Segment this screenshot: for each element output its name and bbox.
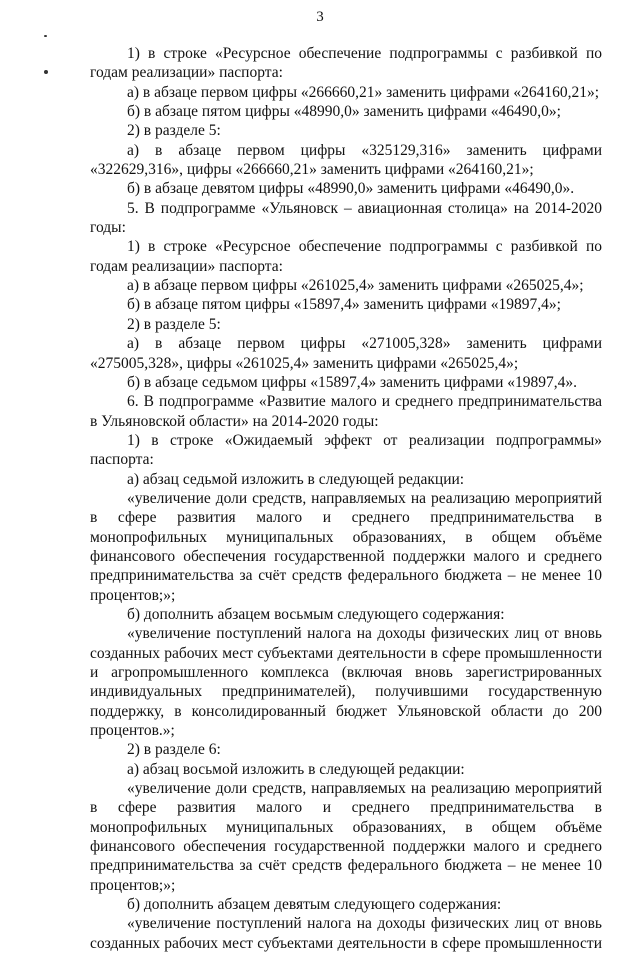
paragraph: а) в абзаце первом цифры «325129,316» заменить цифрами «322629,316», цифры «266660,21» заменить цифрами «264160,21»; xyxy=(90,141,602,179)
paragraph: «увеличение доли средств, направляемых на реализацию мероприятий в сфере развития малого и среднего предпринимательства в монопрофильных муниципальных образованиях, в общем объёме финансового обеспечения государственной поддержки малого и среднего предпринимательства за счёт средств федерального бюджета – не менее 10 процентов;»; xyxy=(90,489,602,604)
paragraph: 1) в строке «Ожидаемый эффект от реализации подпрограммы» паспорта: xyxy=(90,431,602,469)
paragraph: «увеличение поступлений налога на доходы физических лиц от вновь созданных рабочих мест субъектами деятельности в сфере промышленности и агропромышленного комплекса (включая вновь зарегистрированных индивидуальных предпринимателей), получившими государственную поддержку, в консолидированный бюджет Ульяновской области до 200 процентов.»; xyxy=(90,625,602,740)
paragraph: б) в абзаце девятом цифры «48990,0» заменить цифрами «46490,0». xyxy=(127,180,575,198)
page-number: 3 xyxy=(316,9,324,25)
scan-speck xyxy=(44,35,47,37)
paragraph: 5. В подпрограмме «Ульяновск – авиационная столица» на 2014-2020 годы: xyxy=(90,199,602,237)
document-body xyxy=(90,44,602,953)
scan-speck xyxy=(44,70,48,74)
paragraph: а) абзац восьмой изложить в следующей редакции: xyxy=(127,760,465,778)
paragraph: б) дополнить абзацем девятым следующего содержания: xyxy=(127,896,502,914)
paragraph: 2) в разделе 5: xyxy=(127,122,221,140)
paragraph: а) в абзаце первом цифры «261025,4» заменить цифрами «265025,4»; xyxy=(127,277,584,295)
paragraph: 2) в разделе 5: xyxy=(127,315,221,333)
paragraph: 6. В подпрограмме «Развитие малого и среднего предпринимательства в Ульяновской области» на 2014-2020 годы: xyxy=(90,393,602,430)
paragraph: 2) в разделе 6: xyxy=(127,741,221,759)
paragraph: а) в абзаце первом цифры «266660,21» заменить цифрами «264160,21»; xyxy=(127,83,600,101)
paragraph: б) дополнить абзацем восьмым следующего содержания: xyxy=(127,605,505,623)
paragraph: «увеличение поступлений налога на доходы физических лиц от вновь созданных рабочих мест субъектами деятельности в сфере промышленности xyxy=(90,915,602,952)
paragraph: 1) в строке «Ресурсное обеспечение подпрограммы с разбивкой по годам реализации» паспорта: xyxy=(90,238,602,275)
paragraph: б) в абзаце пятом цифры «15897,4» заменить цифрами «19897,4»; xyxy=(127,296,561,314)
paragraph: б) в абзаце пятом цифры «48990,0» заменить цифрами «46490,0»; xyxy=(127,103,561,121)
paragraph: а) в абзаце первом цифры «271005,328» заменить цифрами «275005,328», цифры «261025,4» заменить цифрами «265025,4»; xyxy=(90,335,602,372)
paragraph: б) в абзаце седьмом цифры «15897,4» заменить цифрами «19897,4». xyxy=(127,373,577,391)
paragraph: а) абзац седьмой изложить в следующей редакции: xyxy=(127,470,465,488)
paragraph: «увеличение доли средств, направляемых на реализацию мероприятий в сфере развития малого и среднего предпринимательства в монопрофильных муниципальных образованиях, в общем объёме финансового обеспечения государственной поддержки малого и среднего предпринимательства за счёт средств федерального бюджета – не менее 10 процентов;»; xyxy=(90,780,602,894)
paragraph: 1) в строке «Ресурсное обеспечение подпрограммы с разбивкой по годам реализации» паспорта: xyxy=(90,45,602,82)
